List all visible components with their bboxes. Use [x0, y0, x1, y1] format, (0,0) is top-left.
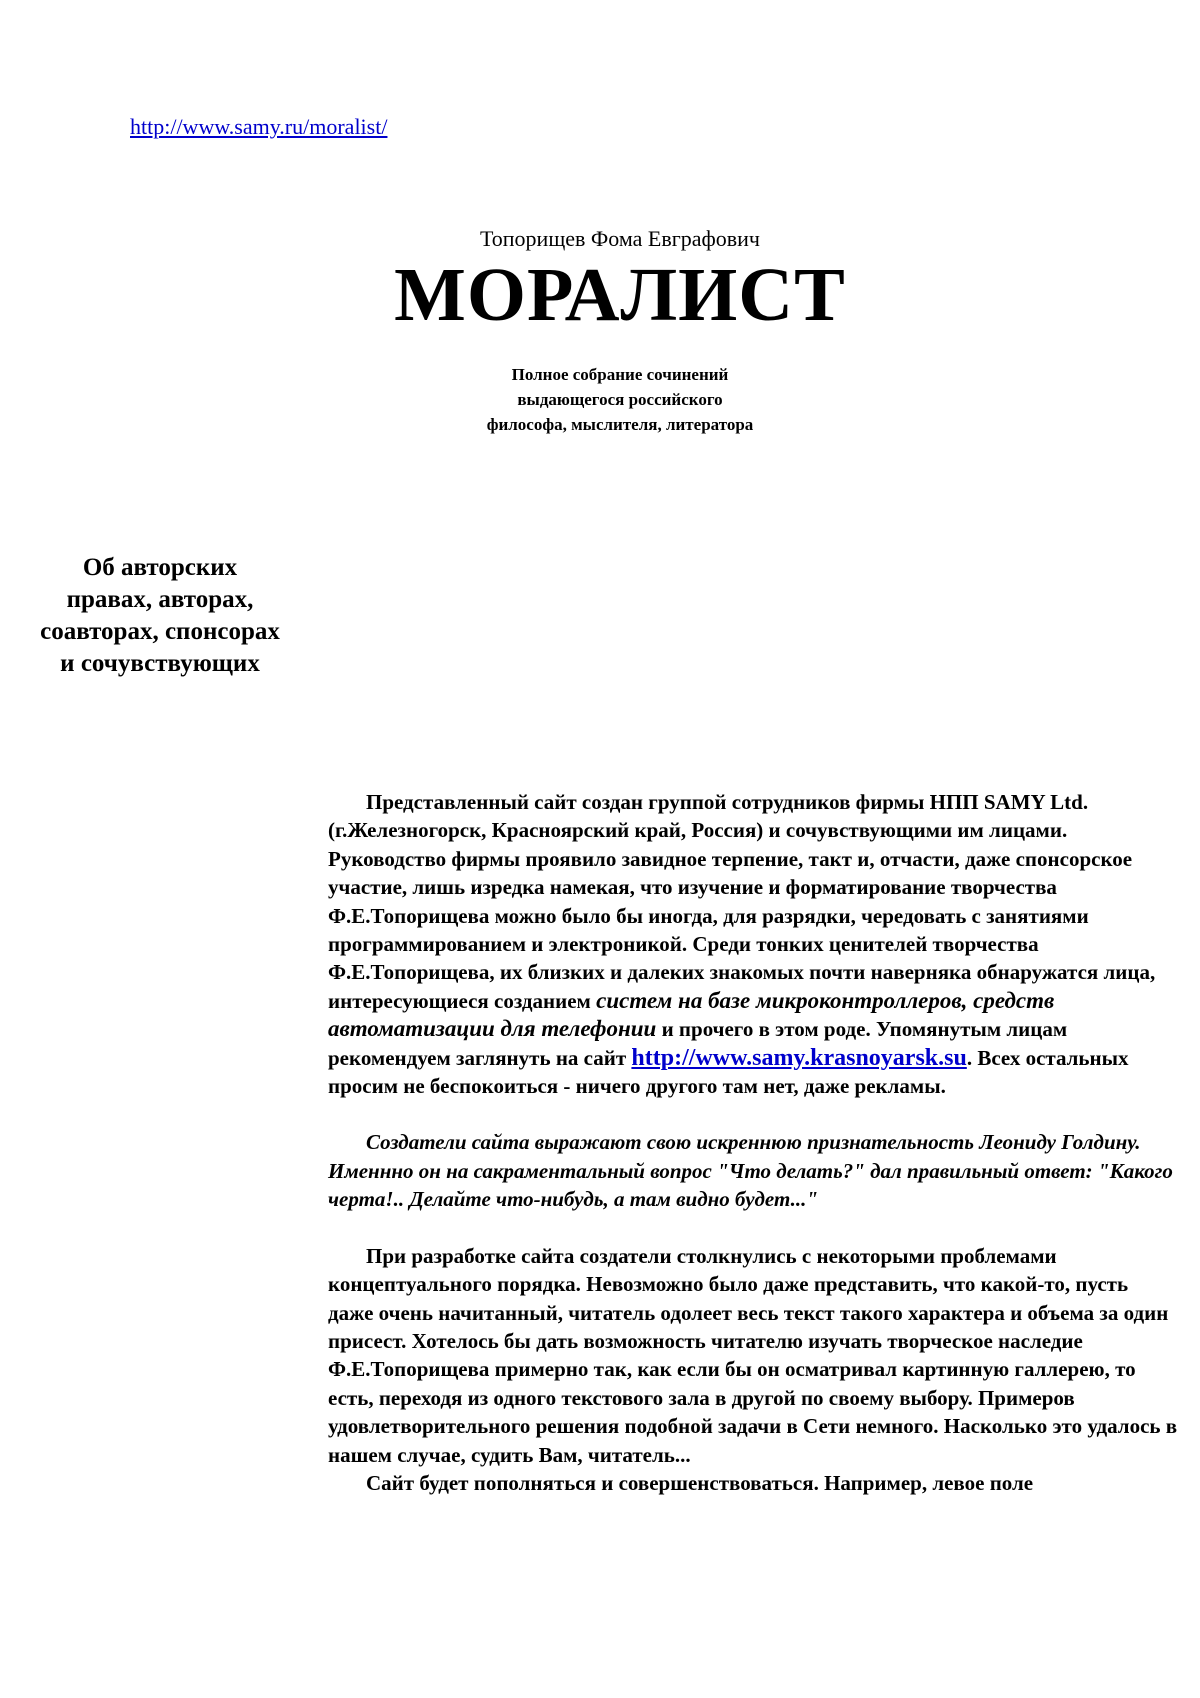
- paragraph-text: и прочего в этом роде. Упомянутым лицам рекомендуем заглянуть на сайт: [328, 1017, 1068, 1070]
- article-paragraph-1: [328, 788, 1178, 1100]
- subtitle-line: философа, мыслителя, литератора: [486, 415, 754, 434]
- subtitle: [0, 362, 1200, 437]
- site-url-link[interactable]: http://www.samy.ru/moralist/: [130, 114, 388, 139]
- page-title: МОРАЛИСТ: [394, 253, 846, 337]
- subtitle-line: выдающегося российского: [517, 390, 723, 409]
- paragraph-text: Представленный сайт создан группой сотрудников фирмы НПП SAMY Ltd.(г.Железногорск, Красноярский край, Россия) и сочувствующими им лицами. Руководство фирмы проявило завидное терпение, такт и, отчасти, даже спонсорское участие, лишь изредка намекая, что изучение и форматирование творчества Ф.Е.Топорищева можно было бы иногда, для разрядки, чередовать с занятиями программированием и электроникой. Среди тонких ценителей творчества Ф.Е.Топорищева, их близких и далеких знакомых почти наверняка обнаружатся лица, интересующиеся созданием: [328, 790, 1156, 1013]
- samy-site-link[interactable]: http://www.samy.krasnoyarsk.su: [631, 1044, 967, 1071]
- article-body: [328, 788, 1178, 1497]
- author-name: Топорищев Фома Евграфович: [479, 226, 761, 251]
- paragraph-emphasis: систем на базе микроконтроллеров, средств автоматизации для телефонии: [328, 987, 1055, 1042]
- sidebar-heading: Об авторских правах, авторах, соавторах, спонсорах и сочувствующих: [40, 554, 280, 677]
- article-paragraph-3: При разработке сайта создатели столкнулись с некоторыми проблемами концептуального порядка. Невозможно было даже представить, что какой-то, пусть даже очень начитанный, читатель одолеет весь текст такого характера и объема за один присест. Хотелось бы дать возможность читателю изучать творческое наследие Ф.Е.Топорищева примерно так, как если бы он осматривал картинную галлерею, то есть, переходя из одного текстового зала в другой по своему выбору. Примеров удовлетворительного решения подобной задачи в Сети немного. Насколько это удалось в нашем случае, судить Вам, читатель...: [328, 1243, 1178, 1467]
- article-paragraph-4: Сайт будет пополняться и совершенствоваться. Например, левое поле: [366, 1470, 1034, 1495]
- subtitle-line: Полное собрание сочинений: [511, 365, 729, 384]
- article-paragraph-2: Создатели сайта выражают свою искреннюю признательность Леониду Голдину. Именнно он на сакраментальный вопрос "Что делать?" дал правильный ответ: "Какого черта!.. Делайте что-нибудь, а там видно будет...": [328, 1130, 1173, 1212]
- paragraph-text: . Всех остальных просим не беспокоиться - ничего другого там нет, даже рекламы.: [328, 1045, 1129, 1099]
